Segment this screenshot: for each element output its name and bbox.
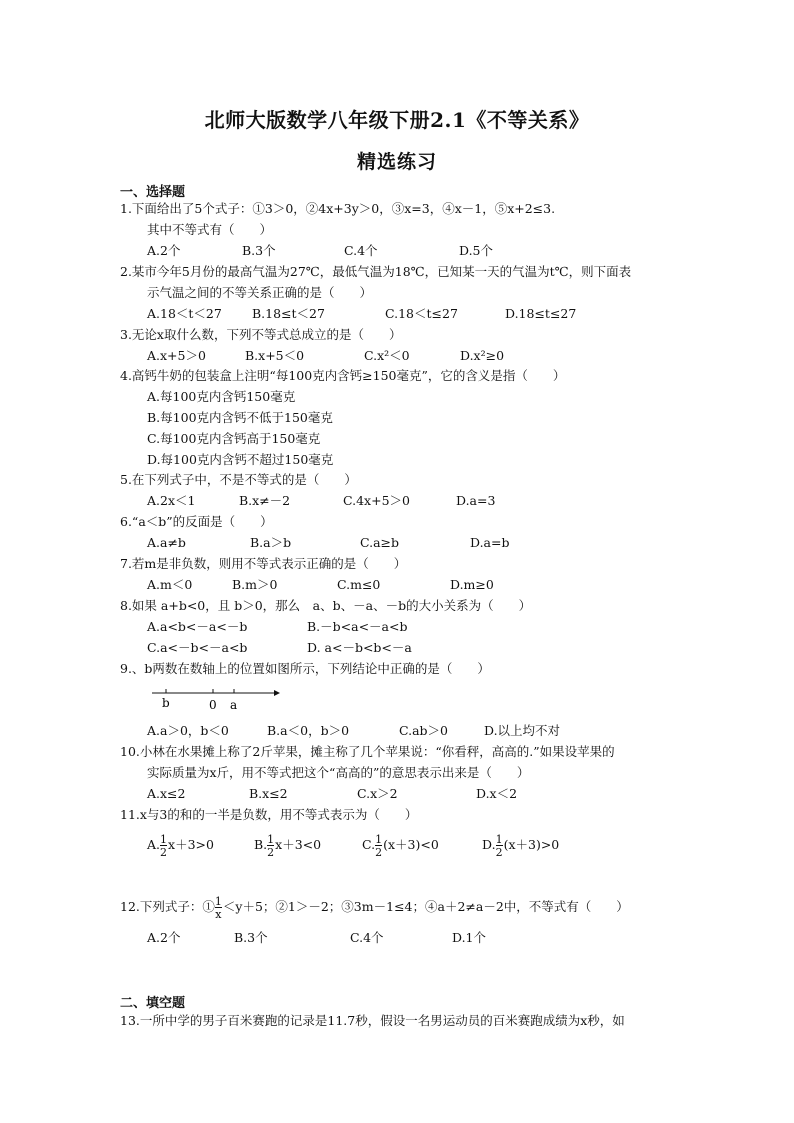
number-line-arrow [274,690,280,696]
q8-option-b: B.－b<a<－a<b [307,619,408,634]
q7-option-d: D.m≥0 [450,577,494,592]
q11-option-d-expr: (x＋3)>0 [503,837,560,852]
q4-stem: 4.高钙牛奶的包装盒上注明“每100克内含钙≥150毫克”，它的含义是指（ ） [120,368,566,383]
q1-option-d: D.5个 [459,243,494,258]
q7-option-c: C.m≤0 [337,577,381,592]
q2-option-c: C.18＜t≤27 [385,306,458,321]
q5-option-b: B.x≠－2 [239,493,291,508]
q3-option-b: B.x+5＜0 [245,348,305,363]
q12-stem-post: ＜y＋5；②1＞－2；③3m－1≤4；④a＋2≠a－2中，不等式有（ ） [222,899,629,914]
q8-stem: 8.如果 a+b<0，且 b＞0，那么 a、b、－a、－b的大小关系为（ ） [120,598,532,613]
fraction-one-half [375,834,382,858]
q12-option-c: C.4个 [350,930,384,945]
q11-option-b [254,832,321,858]
fraction-one-over-x [215,896,222,920]
q1-cont: 其中不等式有（ ） [147,222,273,237]
q4-option-a: A.每100克内含钙150毫克 [147,389,296,404]
q4-option-d: D.每100克内含钙不超过150毫克 [147,452,334,467]
fraction-one-half [160,834,167,858]
q10-stem: 10.小林在水果摊上称了2斤苹果，摊主称了几个苹果说：“你看秤，高高的.”如果设苹果的 [120,744,615,759]
q6-option-c: C.a≥b [360,535,400,550]
q3-option-d: D.x²≥0 [460,348,505,363]
q12-option-b: B.3个 [234,930,268,945]
q11-stem: 11.x与3的和的一半是负数，用不等式表示为（ ） [120,807,418,822]
q4-option-b: B.每100克内含钙不低于150毫克 [147,410,333,425]
q11-option-a [147,832,214,858]
frac-num: 1 [375,832,383,846]
page-title: 北师大版数学八年级下册2.1《不等关系》 [204,108,590,132]
frac-num: 1 [160,832,168,846]
page-subtitle: 精选练习 [356,151,437,173]
frac-den: 2 [375,845,383,859]
q5-option-c: C.4x+5＞0 [343,493,410,508]
q7-option-b: B.m＞0 [232,577,278,592]
q6-option-d: D.a=b [470,535,510,550]
q5-option-d: D.a=3 [456,493,496,508]
section-fill-heading: 二、填空题 [120,996,186,1011]
q1-stem: 1.下面给出了5个式子：①3＞0，②4x+3y＞0，③x=3，④x－1，⑤x+2≤3. [120,201,556,216]
q9-option-a: A.a＞0，b＜0 [147,723,229,738]
q9-option-b: B.a＜0，b＞0 [267,723,350,738]
q4-option-c: C.每100克内含钙高于150毫克 [147,431,321,446]
q11-option-c [362,832,439,858]
q1-option-a: A.2个 [147,243,181,258]
frac-den: x [215,907,222,921]
q7-option-a: A.m＜0 [147,577,193,592]
q10-option-b: B.x≤2 [249,786,288,801]
q13-stem: 13.一所中学的男子百米赛跑的记录是11.7秒，假设一名男运动员的百米赛跑成绩为x秒，如 [120,1013,625,1028]
q8-option-c: C.a<－b<－a<b [147,640,248,655]
q2-cont: 示气温之间的不等关系正确的是（ ） [147,285,373,300]
q6-stem: 6.“a＜b”的反面是（ ） [120,514,273,529]
fraction-one-half [267,834,274,858]
q10-cont: 实际质量为x斤，用不等式把这个“高高的”的意思表示出来是（ ） [147,765,530,780]
frac-num: 1 [495,832,503,846]
q11-option-c-letter: C. [362,837,376,852]
frac-den: 2 [160,845,168,859]
q2-option-a: A.18＜t＜27 [147,306,222,321]
section-choice-heading: 一、选择题 [120,185,186,200]
q10-option-c: C.x＞2 [357,786,398,801]
q11-option-a-letter: A. [147,837,161,852]
q1-option-b: B.3个 [242,243,276,258]
q10-option-a: A.x≤2 [147,786,186,801]
q9-stem: 9.、b两数在数轴上的位置如图所示，下列结论中正确的是（ ） [120,661,490,676]
q11-option-c-expr: (x＋3)<0 [383,837,439,852]
q11-option-d-letter: D. [482,837,496,852]
frac-den: 2 [495,845,503,859]
frac-den: 2 [267,845,275,859]
q2-option-b: B.18≤t＜27 [252,306,325,321]
q12-stem [120,893,629,921]
q9-option-c: C.ab＞0 [399,723,448,738]
q5-stem: 5.在下列式子中，不是不等式的是（ ） [120,472,357,487]
q1-option-c: C.4个 [344,243,378,258]
q11-option-b-letter: B. [254,837,268,852]
q6-option-b: B.a＞b [250,535,292,550]
label-b: b [162,696,170,710]
q3-option-c: C.x²＜0 [364,348,410,363]
frac-num: 1 [214,894,222,908]
q12-stem-pre: 12.下列式子：① [120,899,215,914]
q12-option-a: A.2个 [147,930,181,945]
number-line-figure [150,685,280,715]
q5-option-a: A.2x＜1 [147,493,196,508]
q2-option-d: D.18≤t≤27 [505,306,577,321]
frac-num: 1 [267,832,275,846]
q2-stem: 2.某市今年5月份的最高气温为27℃，最低气温为18℃，已知某一天的气温为t℃，则下面表 [120,264,632,279]
q12-option-d: D.1个 [452,930,487,945]
q11-option-d [482,832,559,858]
q10-option-d: D.x＜2 [476,786,518,801]
q3-stem: 3.无论x取什么数，下列不等式总成立的是（ ） [120,327,402,342]
fraction-one-half [496,834,503,858]
q6-option-a: A.a≠b [147,535,186,550]
q8-option-a: A.a<b<－a<－b [147,619,248,634]
q11-option-a-expr: x＋3>0 [168,837,214,852]
q9-option-d: D.以上均不对 [484,723,561,738]
q7-stem: 7.若m是非负数，则用不等式表示正确的是（ ） [120,556,407,571]
q3-option-a: A.x+5＞0 [147,348,206,363]
q11-option-b-expr: x＋3<0 [275,837,322,852]
label-a: a [230,698,238,712]
label-zero: 0 [209,698,217,712]
q8-option-d: D. a<－b<b<－a [307,640,412,655]
